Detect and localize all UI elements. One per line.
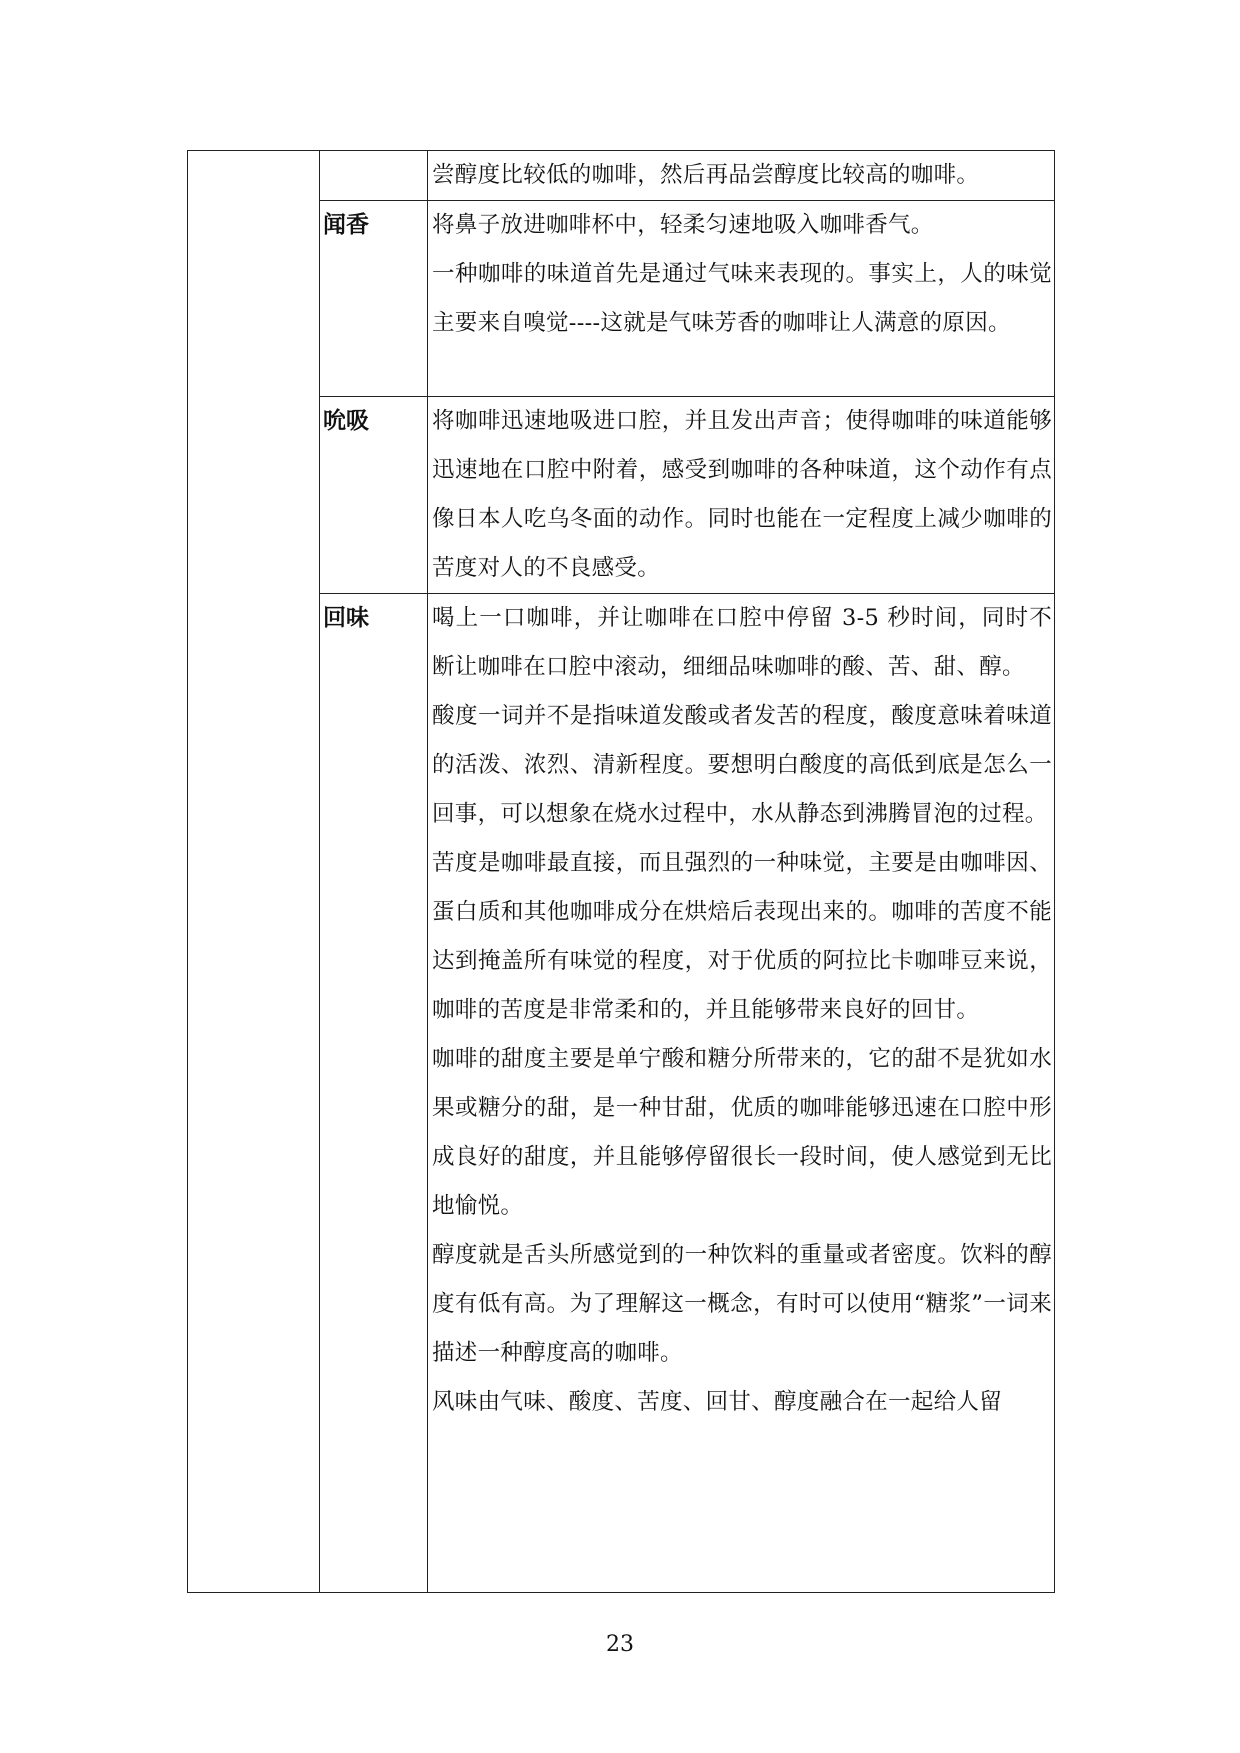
paragraph: 醇度就是舌头所感觉到的一种饮料的重量或者密度。饮料的醇度有低有高。为了理解这一概念，有时可以使用“糖浆”一词来描述一种醇度高的咖啡。: [432, 1242, 1052, 1366]
row-label: [320, 151, 428, 201]
row-label: 闻香: [320, 201, 428, 397]
row-content: [428, 397, 1055, 594]
paragraph: 酸度一词并不是指味道发酸或者发苦的程度，酸度意味着味道的活泼、浓烈、清新程度。要想明白酸度的高低到底是怎么一回事，可以想象在烧水过程中，水从静态到沸腾冒泡的过程。: [432, 703, 1052, 827]
paragraph: 喝上一口咖啡，并让咖啡在口腔中停留 3-5 秒时间，同时不断让咖啡在口腔中滚动，细细品味咖啡的酸、苦、甜、醇。: [432, 605, 1052, 680]
paragraph: 将咖啡迅速地吸进口腔，并且发出声音；使得咖啡的味道能够迅速地在口腔中附着，感受到咖啡的各种味道，这个动作有点像日本人吃乌冬面的动作。同时也能在一定程度上减少咖啡的苦度对人的不良感受。: [432, 408, 1052, 581]
paragraph: 苦度是咖啡最直接，而且强烈的一种味觉，主要是由咖啡因、蛋白质和其他咖啡成分在烘焙后表现出来的。咖啡的苦度不能达到掩盖所有味觉的程度，对于优质的阿拉比卡咖啡豆来说，咖啡的苦度是非常柔和的，并且能够带来良好的回甘。: [432, 850, 1052, 1023]
page-number: 23: [606, 1632, 634, 1657]
paragraph: 尝醇度比较低的咖啡，然后再品尝醇度比较高的咖啡。: [432, 162, 980, 188]
paragraph: 风味由气味、酸度、苦度、回甘、醇度融合在一起给人留: [432, 1389, 1003, 1415]
row-content: [428, 151, 1055, 201]
blank-category-cell: [188, 151, 320, 1593]
paragraph: 咖啡的甜度主要是单宁酸和糖分所带来的，它的甜不是犹如水果或糖分的甜，是一种甘甜，优质的咖啡能够迅速在口腔中形成良好的甜度，并且能够停留很长一段时间，使人感觉到无比地愉悦。: [432, 1046, 1052, 1219]
row-label: 吮吸: [320, 397, 428, 594]
row-content: [428, 594, 1055, 1593]
content-table: [187, 150, 1055, 1593]
row-label: 回味: [320, 594, 428, 1593]
paragraph: 一种咖啡的味道首先是通过气味来表现的。事实上，人的味觉主要来自嗅觉----这就是气味芳香的咖啡让人满意的原因。: [432, 261, 1052, 336]
row-content: [428, 201, 1055, 397]
table-row: [188, 151, 1055, 201]
paragraph: 将鼻子放进咖啡杯中，轻柔匀速地吸入咖啡香气。: [432, 212, 934, 238]
